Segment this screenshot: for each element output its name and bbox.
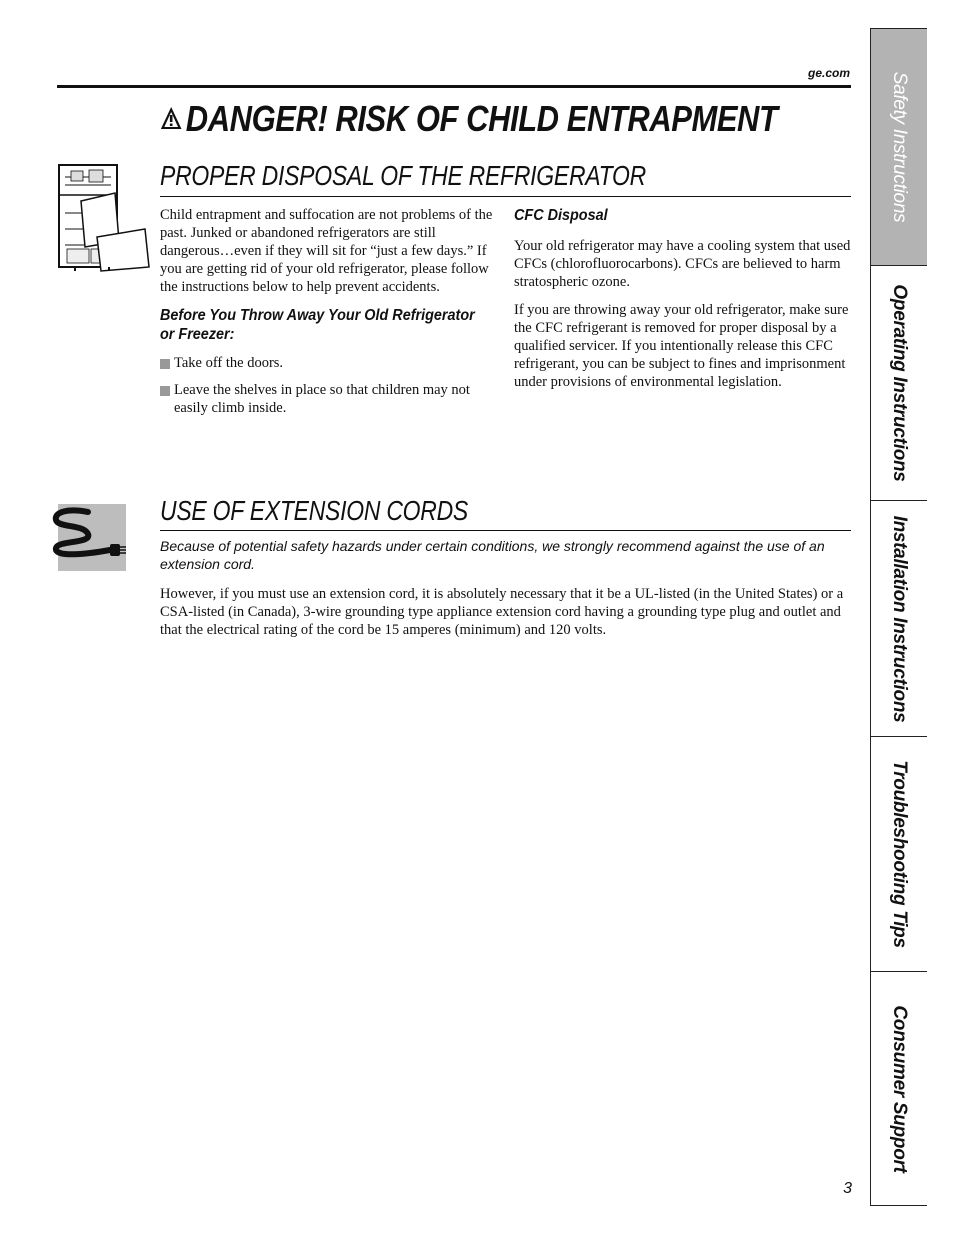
refrigerator-icon [57, 163, 152, 273]
disposal-section-rule [160, 196, 851, 197]
disposal-section-title: PROPER DISPOSAL OF THE REFRIGERATOR [160, 160, 646, 191]
bullet-text: Leave the shelves in place so that children may not easily climb inside. [174, 382, 470, 416]
cfc-disposal-heading: CFC Disposal [514, 207, 608, 224]
bullet-text: Take off the doors. [174, 355, 284, 371]
tab-installation-instructions[interactable]: Installation Instructions [871, 501, 927, 737]
warning-triangle-icon [160, 97, 182, 139]
bullet-square-icon [160, 359, 170, 369]
extension-warning: Because of potential safety hazards under certain conditions, we strongly recommend against the use of an extension cord. [160, 538, 825, 572]
tab-safety-instructions[interactable]: Safety Instructions [871, 28, 927, 266]
side-navigation [870, 28, 927, 1206]
extension-section-rule [160, 530, 851, 531]
tab-troubleshooting-tips[interactable]: Troubleshooting Tips [871, 737, 927, 972]
page-title [160, 98, 777, 142]
extension-body: However, if you must use an extension cord, it is absolutely necessary that it be a UL-listed (in the United States) or a CSA-listed (in Canada), 3-wire grounding type appliance extension cord having a grounding type plug and outlet and that the electrical rating of the cord be 15 amperes (minimum) and 120 volts. [160, 586, 844, 638]
extension-cord-icon [48, 504, 128, 572]
site-url[interactable]: ge.com [807, 66, 850, 80]
list-item [160, 381, 496, 417]
header-rule [57, 85, 851, 88]
page-title-text: DANGER! RISK OF CHILD ENTRAPMENT [185, 98, 778, 139]
extension-section-title: USE OF EXTENSION CORDS [160, 495, 469, 526]
cfc-paragraph: If you are throwing away your old refrigerator, make sure the CFC refrigerant is removed for proper disposal by a qualified servicer. If you intentionally release this CFC refrigerant, you can be subject to fines and imprisonment under provisions of environmental legislation. [514, 302, 849, 390]
disposal-right-column [514, 206, 852, 401]
list-item [160, 354, 496, 372]
tab-operating-instructions[interactable]: Operating Instructions [871, 265, 927, 501]
disposal-left-column [160, 206, 496, 426]
page-number: 3 [843, 1180, 852, 1197]
tab-consumer-support[interactable]: Consumer Support [871, 972, 927, 1206]
disposal-intro: Child entrapment and suffocation are not problems of the past. Junked or abandoned refrigerators are still dangerous…even if they will sit for “just a few days.” If you are getting rid of your old refrigerator, please follow the instructions below to help prevent accidents. [160, 207, 493, 295]
bullet-square-icon [160, 386, 170, 396]
cfc-paragraph: Your old refrigerator may have a cooling system that used CFCs (chlorofluorocarbons). CFCs are believed to harm stratospheric ozone. [514, 238, 851, 290]
before-throw-away-heading: Before You Throw Away Your Old Refrigerator or Freezer: [160, 307, 475, 343]
